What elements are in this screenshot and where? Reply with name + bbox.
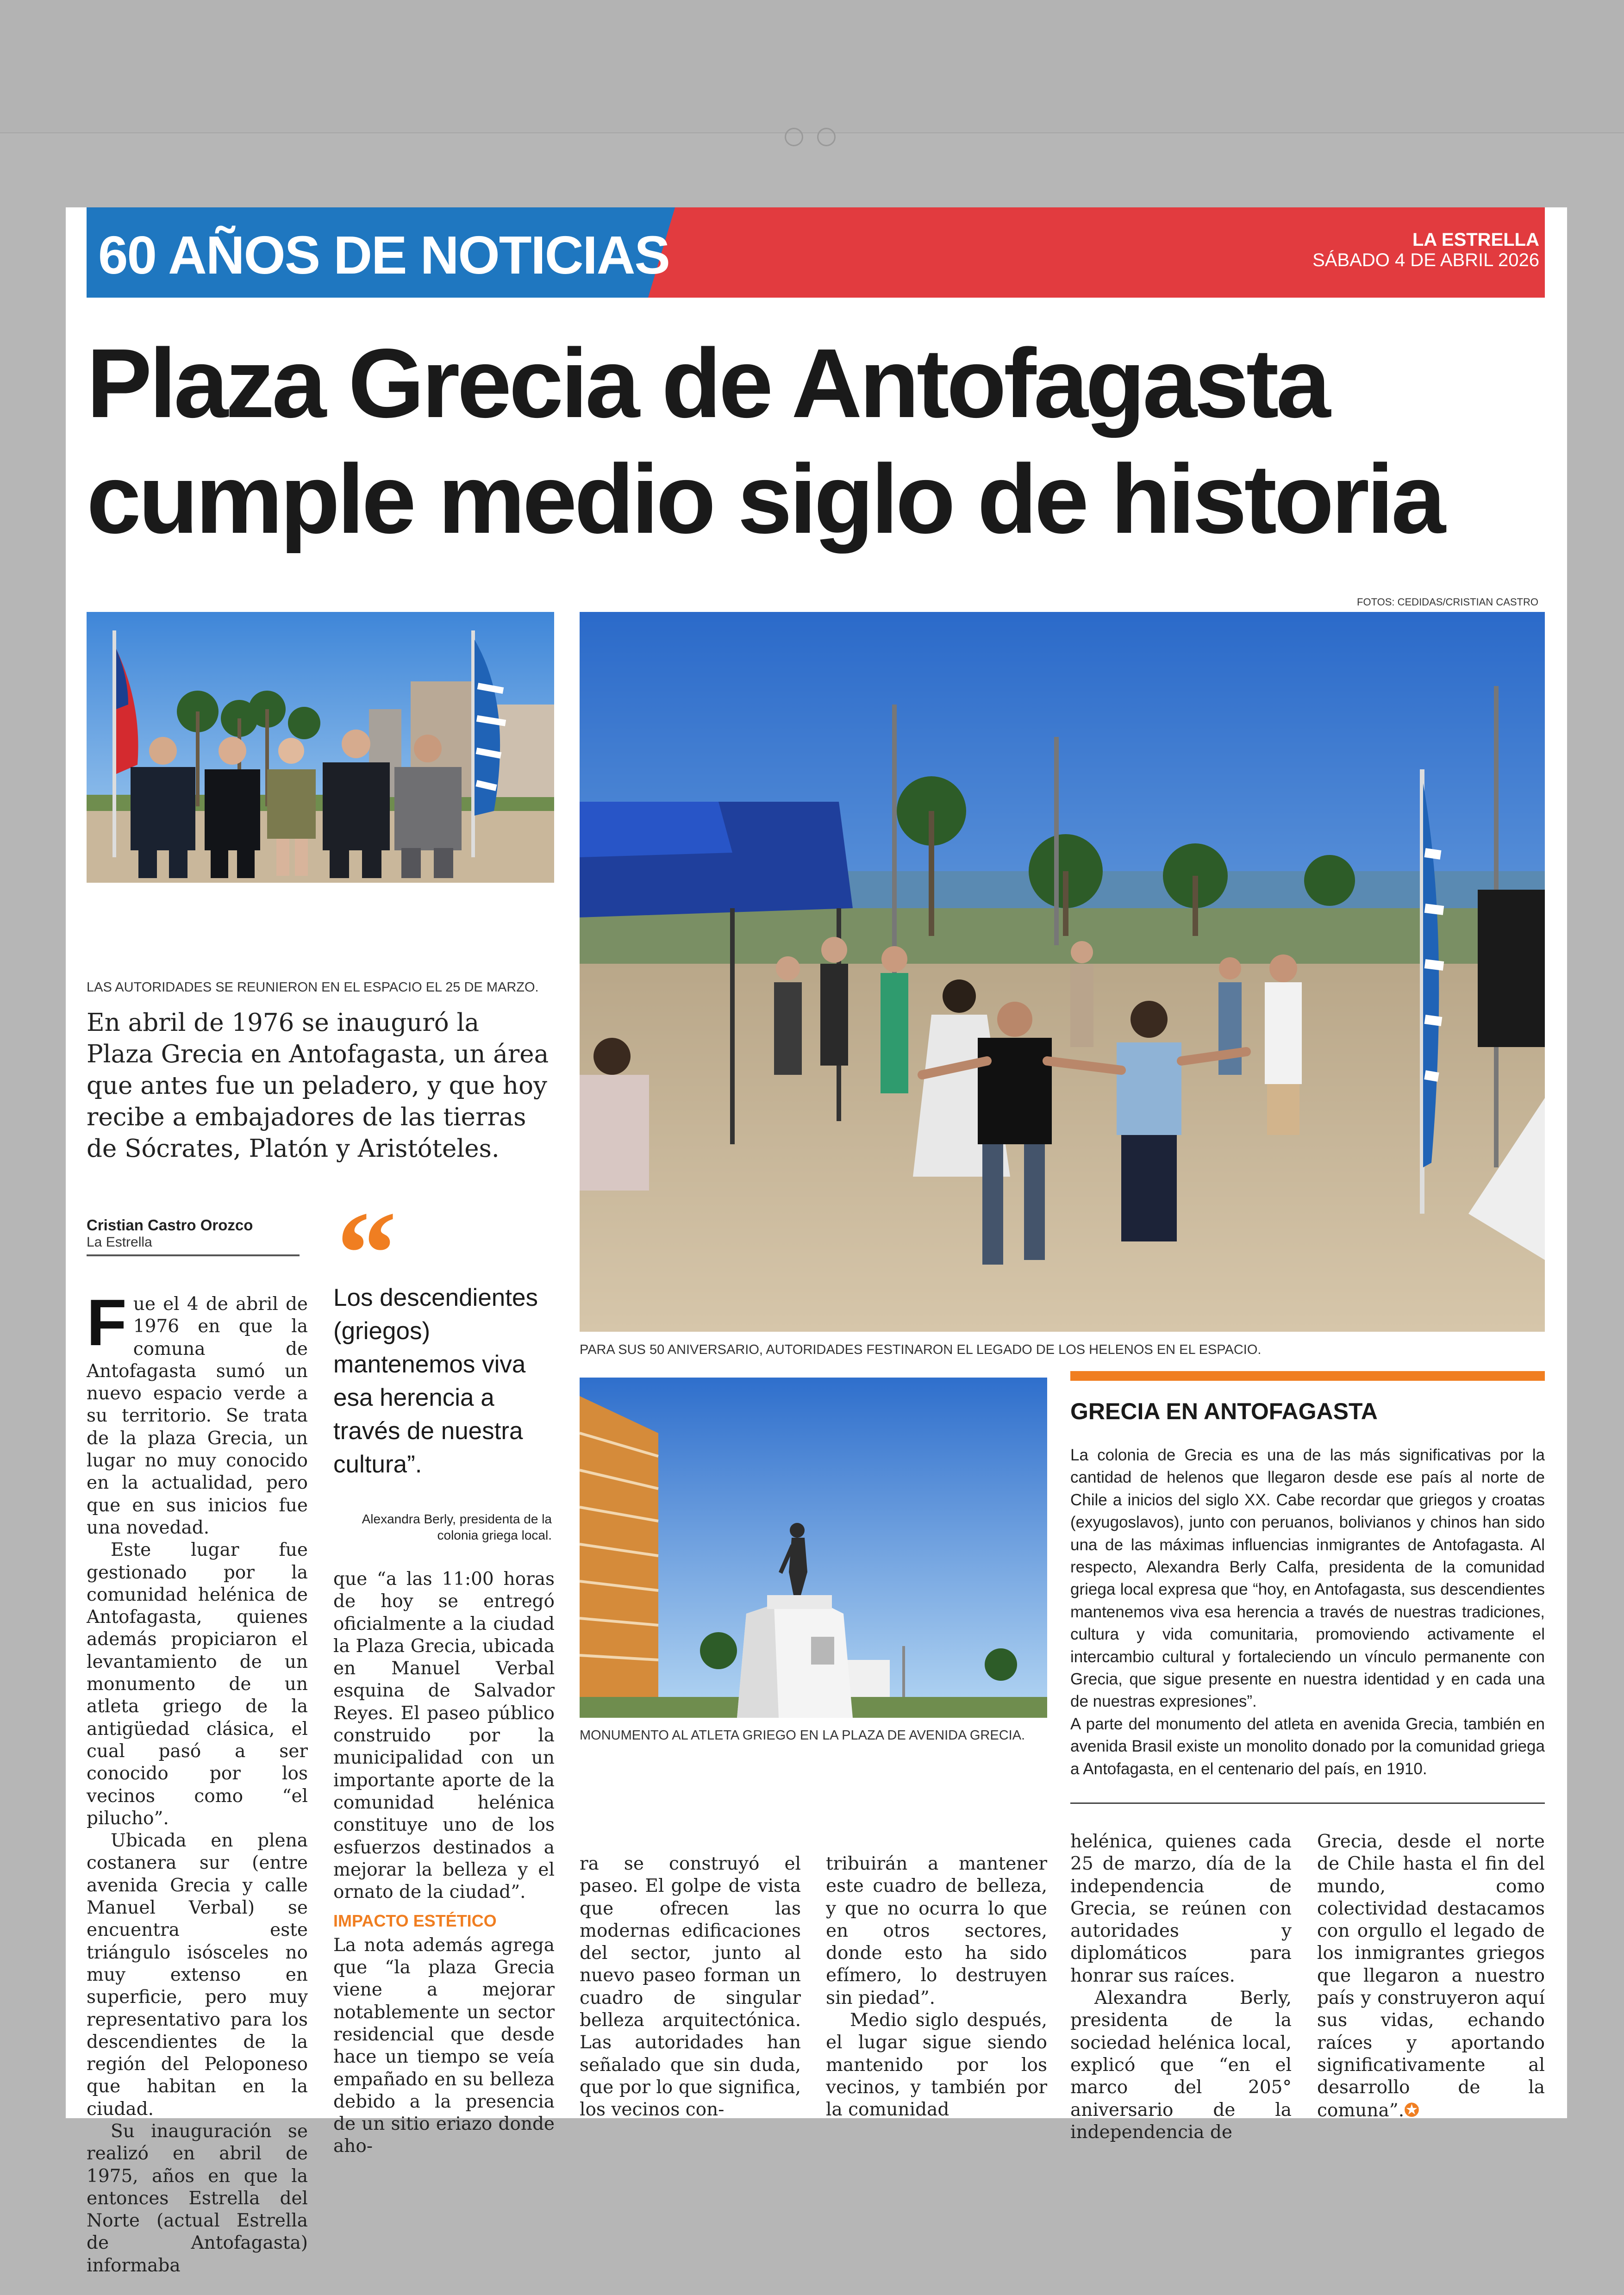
photo-authorities-caption: LAS AUTORIDADES SE REUNIERON EN EL ESPACIO EL 25 DE MARZO.	[87, 980, 539, 995]
byline-divider	[87, 1254, 300, 1256]
body-paragraph: Alexandra Berly, presidenta de la sociedad helénica local, explicó que “en el marco del 205° aniversario de la independencia de	[1070, 1988, 1292, 2143]
photo-dance-caption: PARA SUS 50 ANIVERSARIO, AUTORIDADES FESTINARON EL LEGADO DE LOS HELENOS EN EL ESPACIO.	[580, 1342, 1262, 1357]
box-title: GRECIA EN ANTOFAGASTA	[1070, 1398, 1378, 1424]
photo-authorities	[87, 612, 554, 883]
body-paragraph: Fue el 4 de abril de 1976 en que la comuna de Antofagasta sumó un nuevo espacio verde a su territorio. Se trata de la plaza Grecia, un lugar no muy conocido en la actualidad, pero que en sus inicios fue una novedad.	[87, 1286, 308, 1538]
drop-cap: F	[87, 1286, 127, 1360]
body-paragraph: Medio siglo después, el lugar sigue siendo mantenido por los vecinos, y también por la comunidad	[826, 2010, 1047, 2120]
box-bottom-rule	[1070, 1802, 1545, 1804]
issue-date: SÁBADO 4 DE ABRIL 2026	[1312, 250, 1539, 270]
box-paragraph: A parte del monumento del atleta en avenida Grecia, también en avenida Brasil existe un monolito donado por la comunidad griega a Antofagasta, en el centenario del país, en 1910.	[1070, 1715, 1545, 1778]
author-name: Cristian Castro Orozco	[87, 1216, 253, 1234]
author-paper: La Estrella	[87, 1235, 152, 1250]
page-dot-icon[interactable]	[785, 128, 803, 146]
dance-illustration	[580, 612, 1545, 1332]
photo-credit: FOTOS: CEDIDAS/CRISTIAN CASTRO	[1357, 596, 1538, 608]
body-paragraph: tribuirán a mantener este cuadro de belleza, y que no ocurra lo que en otros sectores, donde esto ha sido efímero, lo destruyen sin piedad”.	[826, 1853, 1047, 2008]
body-paragraph: ra se construyó el paseo. El golpe de vista que ofrecen las modernas edificaciones del sector, junto al nuevo paseo forman un cuadro de singular belleza arquitectónica. Las autoridades han señalado que sin duda, que por lo que significa, los vecinos con-	[580, 1853, 801, 2120]
body-paragraph: que “a las 11:00 horas de hoy se entregó oficialmente a la ciudad la Plaza Grecia, ubicada en Manuel Verbal esquina de Salvador Reyes. El paseo público construido por la municipalidad con un importante aporte de la comunidad helénica constituye uno de los esfuerzos destinados a mejorar la belleza y el ornato de la ciudad”.	[333, 1569, 555, 1903]
end-mark-icon: ✪	[1404, 2099, 1419, 2121]
page-dot-icon[interactable]	[817, 128, 836, 146]
monument-illustration	[580, 1378, 1047, 1718]
body-paragraph: Su inauguración se realizó en abril de 1975, años en que la entonces Estrella del Norte (actual Estrella de Antofagasta) informaba	[87, 2120, 308, 2276]
box-top-rule	[1070, 1371, 1545, 1381]
body-paragraph: Este lugar fue gestionado por la comunidad helénica de Antofagasta, quienes además propiciaron el levantamiento de un monumento de un atleta griego de la antigüedad clásica, el cual pasó a ser conocido por los vecinos como “el pilucho”.	[87, 1540, 308, 1829]
body-column-2	[333, 1568, 555, 2158]
pull-quote-source: Alexandra Berly, presidenta de la colonia griega local.	[362, 1512, 552, 1542]
body-column-3	[580, 1853, 801, 2121]
viewer-toolbar	[0, 0, 1624, 133]
section-subhead: IMPACTO ESTÉTICO	[333, 1911, 497, 1931]
body-paragraph: Grecia, desde el norte de Chile hasta el fin del mundo, como colectividad destacamos con orgullo el legado de los inmigrantes griegos que llegaron a nuestro país y construyeron aquí sus vidas, echando raíces y aportando significativamente al desarrollo de la comuna”.✪	[1317, 1831, 1545, 2121]
body-column-4	[826, 1853, 1047, 2121]
headline-line-1: Plaza Grecia de Antofagasta	[87, 328, 1328, 438]
box-paragraph: La colonia de Grecia es una de las más significativas por la cantidad de helenos que llegaron desde ese país al norte de Chile a inicios del siglo XX. Cabe recordar que griegos y croatas (exyugoslavos), junto con peruanos, bolivianos y chinos han sido una de las máximas influencias inmigrantes de Antofagasta. Al respecto, Alexandra Berly Calfa, presidenta de la comunidad griega local expresa que “hoy, en Antofagasta, sus descendientes mantenemos viva esa herencia a través de nuestras tradiciones, cultura y vida comunitaria, promoviendo activamente el intercambio cultural y fortaleciendo un vínculo permanente con Grecia, que sigue presente en nuestra identidad y en cada una de nuestras expresiones”.	[1070, 1446, 1545, 1711]
lead-paragraph: En abril de 1976 se inauguró la Plaza Grecia en Antofagasta, un área que antes fue un peladero, y que hoy recibe a embajadores de las tierras de Sócrates, Platón y Aristóteles.	[87, 1009, 549, 1163]
box-text	[1070, 1444, 1545, 1780]
body-column-6	[1317, 1831, 1545, 2122]
photo-monument-caption: MONUMENTO AL ATLETA GRIEGO EN LA PLAZA DE AVENIDA GRECIA.	[580, 1728, 1025, 1743]
headline-line-2: cumple medio siglo de historia	[87, 444, 1443, 554]
pull-quote: Los descendientes (griegos) mantenemos viva esa herencia a través de nuestra cultura”.	[333, 1284, 538, 1478]
section-title: 60 AÑOS DE NOTICIAS	[98, 225, 669, 285]
body-paragraph: Ubicada en plena costanera sur (entre avenida Grecia y calle Manuel Verbal) se encuentra este triángulo isósceles no muy extenso en superficie, pero muy representativo para los descendientes de la región del Peloponeso que habitan en la ciudad.	[87, 1830, 308, 2120]
headline	[87, 325, 1545, 557]
body-column-1	[87, 1286, 308, 2277]
quote-mark-icon: “	[337, 1187, 397, 1320]
page-indicator[interactable]	[785, 128, 836, 146]
newspaper-page	[66, 207, 1567, 2276]
photo-monument	[580, 1378, 1047, 1718]
photo-dance	[580, 612, 1545, 1332]
paper-name: LA ESTRELLA	[1412, 230, 1539, 250]
authorities-illustration	[87, 612, 554, 883]
body-paragraph: La nota además agrega que “la plaza Grecia viene a mejorar notablemente un sector residencial que desde hace un tiempo se veía empañado en su belleza debido a la presencia de un sitio eriazo donde aho-	[333, 1934, 555, 2157]
body-paragraph: helénica, quienes cada 25 de marzo, día de la independencia de Grecia, se reúnen con autoridades y diplomáticos para honrar sus raíces.	[1070, 1831, 1292, 1986]
body-column-5	[1070, 1831, 1292, 2144]
